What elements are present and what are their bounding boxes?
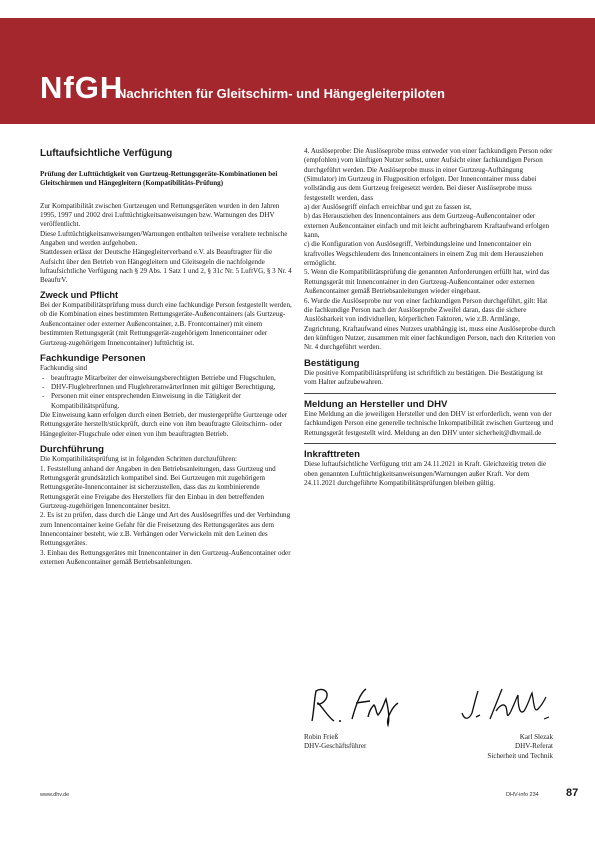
inkrafttreten-text: Diese luftaufsichtliche Verfügung tritt am 24.11.2021 in Kraft. Gleichzeitig treten die oben genannten Lufttüchtigkeitsanweisungen/Warnungen außer Kraft. Vor dem 24.11.2021 durchgeführte Kompatibilitätsprüfungen bleiben gültig. (304, 460, 547, 487)
section-heading-zweck: Zweck und Pflicht (40, 289, 119, 300)
step-2: 2. Es ist zu prüfen, dass durch die Länge und Art des Auslösegriffes und der Verbindung zum Innencontainer keine Gefahr für die Freisetzung des Rettungsgerätes aus dem Innencontainer besteht, wie z.B. Verhängen oder Verwickeln mit den Leinen des Rettungsgerätes. (40, 511, 291, 548)
page-number: 87 (566, 787, 579, 799)
signer-left-name: Robin Frieß (304, 733, 339, 741)
left-column (40, 170, 292, 567)
signer-left-role: DHV-Geschäftsführer (304, 742, 367, 751)
personen-intro: Fachkundig sind (40, 364, 88, 373)
check-b: b) das Herausziehen des Innencontainers aus dem Gurtzeug-Außencontainer oder externen Außencontainer einfach und mit leicht aufbringbarem Kraftaufwand erfolgen kann, (304, 212, 550, 240)
meldung-text: Eine Meldung an die jeweiligen Hersteller und den DHV ist erforderlich, wenn von der fachkundigen Person eine generelle technische Inkompatibilität zwischen Gurtzeug und Rettungsgerät festgestellt wird. Meldung an den DHV unter sicherheit@dhvmail.de (304, 409, 553, 437)
durchfuehrung-intro: Die Kompatibilitätsprüfung ist in folgenden Schritten durchzuführen: (40, 455, 238, 464)
header-subtitle: Nachrichten für Gleitschirm- und Hängegleiterpiloten (117, 86, 445, 101)
zweck-text: Bei der Kompatibilitätsprüfung muss durch eine fachkundige Person festgestellt werden, ob die Kombination eines bestimmten Rettungsgeräte-Außencontainers (als Gurtzeug-Außencontainer oder externer Außencontainer, z.B. Frontcontainer) mit einem bestimmten Rettungsgerät (mit Rettungsgerät-zugehörigem Innencontainer oder Gurtzeug-zugehörigem Innencontainer) lufttüchtig ist. (40, 301, 292, 347)
list-item: - Personen mit einer entsprechenden Einweisung in die Tätigkeit der Kompatibilitätsprüfung. (51, 392, 292, 411)
signature-left (306, 683, 416, 728)
footer-issue: DHV-info 234 (506, 792, 539, 798)
section-heading-inkrafttreten: Inkrafttreten (304, 448, 360, 460)
lead-paragraph: Prüfung der Lufttüchtigkeit von Gurtzeug-Rettungsgeräte-Kombinationen bei Gleitschirmen und Hängegleitern (Kompatibilitäts-Prüfung) (40, 170, 278, 188)
signer-right-name: Karl Slezak (519, 733, 553, 741)
step-5: 5. Wenn die Kompatibilitätsprüfung die genannten Anforderungen erfüllt hat, wird das Rettungsgerät mit Innencontainer in den Gurtzeug-Außencontainer oder externen Außencontainer gemäß Betriebsanleitungen wieder eingebaut. (304, 268, 550, 296)
intro-paragraph-3: Stattdessen erlässt der Deutsche Hängegleiterverband e.V. als Beauftragter für die Aufsicht über den Betrieb von Hängegleitern und Gleitsegeln die nachfolgende luftaufsichtliche Verfügung nach § 29 Abs. 1 Satz 1 und 2, § 31c Nr. 5 LuftVG, § 3 Nr. 4 BeauftrV. (40, 248, 292, 285)
step-1: 1. Feststellung anhand der Angaben in den Betriebsanleitungen, dass Gurtzeug und Rettungsgerät grundsätzlich kompatibel sind. Bei Gurtzeugen mit zugehörigem Rettungsgeräte-Innencontainer ist sicherzustellen, dass das zu kombinierende Rettungsgerät eine Freigabe des Herstellers für den Einbau in den betreffenden Gurtzeug-zugehörigen Innencontainer besitzt. (40, 464, 276, 510)
list-item: - DHV-FluglehrerInnen und FluglehreranwärterInnen mit gültiger Berechtigung, (51, 383, 292, 392)
signer-right (468, 733, 553, 761)
article-title: Luftaufsichtliche Verfügung (40, 148, 173, 159)
check-a: a) der Auslösegriff einfach erreichbar und gut zu fassen ist, (304, 203, 472, 212)
footer-website: www.dhv.de (40, 792, 70, 798)
section-heading-personen: Fachkundige Personen (40, 352, 146, 364)
section-heading-durchfuehrung: Durchführung (40, 443, 104, 455)
right-column (304, 147, 556, 488)
divider (304, 443, 556, 444)
intro-paragraph-2: Diese Lufttüchtigkeitsanweisungen/Warnungen enthalten teilweise veraltete technische Angaben und werden aufgehoben. (40, 229, 288, 248)
divider (304, 393, 556, 394)
intro-paragraph-1: Zur Kompatibilität zwischen Gurtzeugen und Rettungsgeräten wurden in den Jahren 1995, 1997 und 2002 drei Lufttüchtigkeitsanweisungen bzw. Warnungen des DHV veröffentlicht. (40, 201, 280, 229)
signature-right (454, 683, 554, 733)
section-heading-meldung: Meldung an Hersteller und DHV (304, 398, 448, 410)
signer-right-role-1: DHV-Referat (515, 742, 553, 751)
personen-text: Die Einweisung kann erfolgen durch einen Betrieb, der mustergeprüfte Gurtzeuge oder Rettungsgeräte herstellt/stückprüft, durch eine von ihm beauftragte Gleitschirm- oder Hängegleiter-Flugschule oder einen von ihm beauftragten Betrieb. (40, 410, 288, 438)
step-6: 6. Wurde die Auslöseprobe nur von einer fachkundigen Person durchgeführt, gilt: Hat die fachkundige Person nach der Auslöseprobe Zweifel daran, dass die sichere Auslösbarkeit von individuellen, körperlichen Faktoren, wie z.B. Armlänge, Zugrichtung, Kraftaufwand eines Nutzers unabhängig ist, muss eine Auslöseprobe durch den künftigen Nutzer, zusammen mit einer fachkundigen Person, nach den Kriterien von Nr. 4 durchgeführt werden. (304, 296, 556, 352)
step-4: 4. Auslöseprobe: Die Auslöseprobe muss entweder von einer fachkundigen Person oder (empfohlen) vom künftigen Nutzer selbst, unter Aufsicht einer fachkundigen Person durchgeführt werden. Die Auslöseprobe muss in einer Gurtzeug-Aufhängung (Simulator) im Gurtzeug in Flugposition erfolgen. Der Innencontainer muss dabei vollständig aus dem Gurtzeug freigesetzt werden. Bei dieser Auslöseprobe muss festgestellt werden, dass (304, 147, 553, 202)
signature-area (304, 683, 556, 738)
bestaetigung-text: Die positive Kompatibilitätsprüfung ist schriftlich zu bestätigen. Die Bestätigung ist vom Halter aufzubewahren. (304, 368, 543, 387)
brand-logo: NfGH (40, 70, 124, 105)
check-c: c) die Konfiguration von Auslösegriff, Verbindungsleine und Innencontainer ein kraftvolles Wegschleudern des Innencontainers in einem Zug mit dem Herausziehen ermöglicht. (304, 240, 544, 268)
signer-left (304, 733, 366, 752)
list-item: - beauftragte Mitarbeiter der einweisungsberechtigten Betriebe und Flugschulen, (51, 374, 292, 383)
step-3: 3. Einbau des Rettungsgerätes mit Innencontainer in den Gurtzeug-Außencontainer oder externen Außencontainer gemäß Betriebsanleitungen. (40, 548, 291, 567)
section-heading-bestaetigung: Bestätigung (304, 357, 360, 369)
personen-list (40, 374, 292, 411)
signer-right-role-2: Sicherheit und Technik (487, 751, 553, 760)
